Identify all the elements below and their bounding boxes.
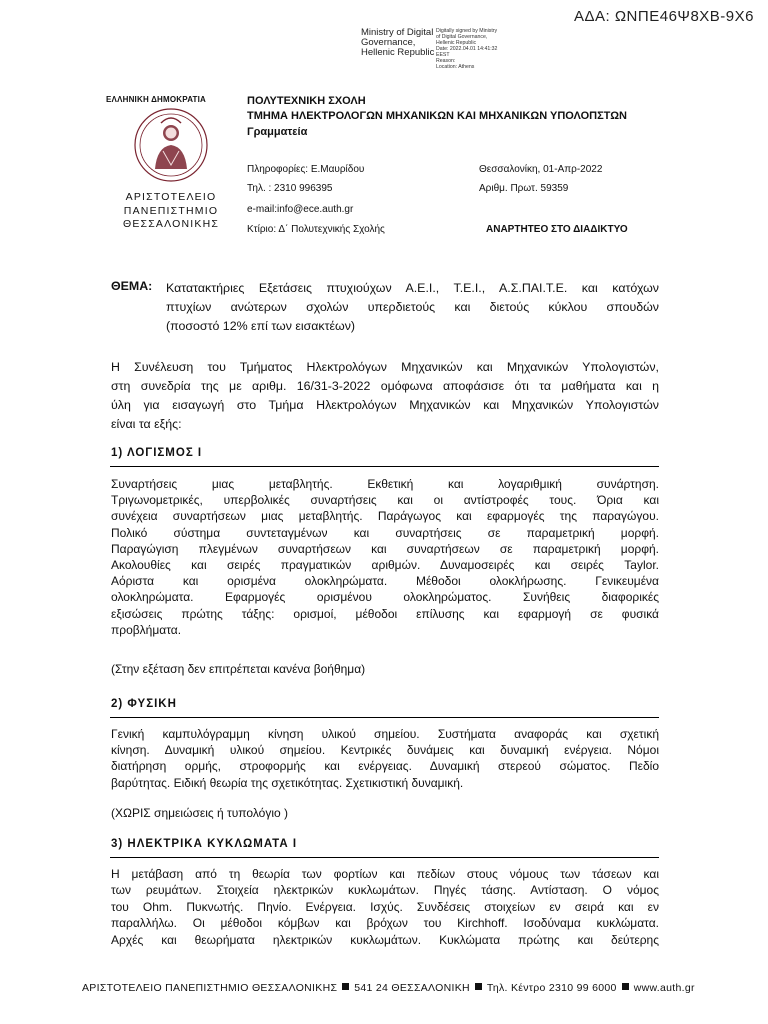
section-line: Τριγωνομετρικές, υπερβολικές συναρτήσεις και οι αντίστροφές τους. Όρια και	[111, 493, 659, 508]
square-bullet-icon	[475, 983, 482, 990]
building-info: Κτίριο: Δ΄ Πολυτεχνικής Σχολής	[247, 224, 385, 235]
sig-line: Reason:	[436, 58, 456, 64]
signature-ministry	[361, 28, 434, 58]
university-line: ΠΑΝΕΠΙΣΤΗΜΙΟ	[123, 204, 219, 217]
section-title-circuits: 3) ΗΛΕΚΤΡΙΚΑ ΚΥΚΛΩΜΑΤΑ Ι	[111, 838, 298, 850]
university-line: ΑΡΙΣΤΟΤΕΛΕΙΟ	[125, 191, 217, 203]
university-name	[112, 191, 230, 232]
phone-number: Τηλ. : 2310 996395	[247, 183, 333, 194]
posting-notice: ΑΝΑΡΤΗΤΕΟ ΣΤΟ ΔΙΑΔΙΚΤΥΟ	[486, 224, 628, 235]
section-divider	[110, 717, 659, 718]
subject-line: Κατατακτήριες Εξετάσεις πτυχιούχων Α.Ε.Ι., Τ.Ε.Ι., Α.Σ.ΠΑΙ.Τ.Ε. και κατόχων	[166, 281, 659, 295]
section-line: Η μετάβαση από τη θεωρία των φορτίων και πεδίων στους νόμους των τάσεων και	[111, 867, 659, 881]
secretariat-label: Γραμματεία	[247, 126, 308, 138]
intro-paragraph	[111, 358, 659, 434]
section-body-physics	[111, 726, 659, 791]
section-title-physics: 2) ΦΥΣΙΚΗ	[111, 698, 177, 710]
section-line: βαρύτητας. Ειδική θεωρία της σχετικότητας. Σχετικιστική δυναμική.	[111, 775, 464, 790]
section-line: κίνηση. Δυναμική υλικού σημείου. Κεντρικές δυνάμεις και δυναμική ενέργεια. Νόμοι	[111, 743, 659, 758]
ministry-line: Ministry of Digital	[361, 27, 434, 38]
sig-line: Location: Athens	[436, 64, 475, 70]
section-line: Γενική καμπυλόγραμμη κίνηση υλικού σημείου. Συστήματα αναφοράς και σχετική	[111, 727, 659, 741]
sig-line: Date: 2022.04.01 14:41:32	[436, 46, 498, 52]
university-line: ΘΕΣΣΑΛΟΝΙΚΗΣ	[122, 218, 220, 230]
ada-code: ΑΔΑ: ΩΝΠΕ46Ψ8ΧΒ-9Χ6	[573, 8, 754, 25]
intro-line: είναι τα εξής:	[111, 417, 182, 431]
section-body-circuits	[111, 866, 659, 948]
sig-line: EEST	[436, 52, 450, 58]
subject-text	[166, 279, 659, 336]
signature-details	[436, 28, 526, 70]
ministry-line: Governance,	[361, 37, 416, 48]
section-title-calculus: 1) ΛΟΓΙΣΜΟΣ Ι	[111, 447, 203, 459]
section-note-physics: (ΧΩΡΙΣ σημειώσεις ή τυπολόγιο )	[111, 806, 289, 820]
footer-address: 541 24 ΘΕΣΣΑΛΟΝΙΚΗ	[354, 982, 470, 994]
email-address[interactable]: e-mail:info@ece.auth.gr	[247, 204, 354, 215]
footer-phone: Τηλ. Κέντρο 2310 99 6000	[486, 982, 617, 994]
section-line: εξισώσεις πρώτης τάξης: ορισμοί, μέθοδοι επίλυσης και εφαρμογή σε φυσικά	[111, 606, 659, 621]
section-line: ολοκληρώματα. Εφαρμογές ορισμένου ολοκληρώματος. Συνήθεις διαφορικές	[111, 590, 659, 605]
sig-line: of Digital Governance,	[436, 34, 488, 40]
city-date: Θεσσαλονίκη, 01-Απρ-2022	[479, 164, 603, 175]
section-line: παραλλήλω. Οι μέθοδοι κόμβων και βρόχων του Kirchhoff. Ισοδύναμα κυκλώματα.	[111, 916, 659, 931]
subject-line: πτυχίων ανώτερων σχολών υπερδιετούς και διετούς κύκλου σπουδών	[166, 300, 659, 314]
section-line: Ακολουθίες και σειρές πραγματικών αριθμών. Δυναμοσειρές και σειρές Taylor.	[111, 558, 659, 573]
section-line: προβλήματα.	[111, 622, 182, 637]
section-line: του Ohm. Πυκνωτής. Πηνίο. Ενέργεια. Ισχύς. Συνδέσεις στοιχείων εν σειρά και εν	[111, 899, 659, 914]
subject-label: ΘΕΜΑ:	[111, 279, 153, 293]
sig-line: Digitally signed by Ministry	[436, 28, 498, 34]
section-line: διατήρηση ορμής, στροφορμής και ενέργειας. Δυναμική στερεού σώματος. Πεδίο	[111, 759, 659, 774]
section-line: Παραγώγιση πλεγμένων συναρτήσεων και συναρτήσεων σε παραμετρική μορφή.	[111, 541, 659, 556]
school-name: ΠΟΛΥΤΕΧΝΙΚΗ ΣΧΟΛΗ	[247, 95, 366, 107]
intro-line: ύλη για εισαγωγή στο Τμήμα Ηλεκτρολόγων Μηχανικών και Μηχανικών Υπολογιστών	[111, 398, 659, 412]
section-line: συνέχεια συναρτήσεων μιας μεταβλητής. Παράγωγος και εφαρμογές της παραγώγου.	[111, 509, 659, 524]
subject-line: (ποσοστό 12% επί των εισακτέων)	[166, 319, 356, 333]
footer-university: ΑΡΙΣΤΟΤΕΛΕΙΟ ΠΑΝΕΠΙΣΤΗΜΙΟ ΘΕΣΣΑΛΟΝΙΚΗΣ	[82, 982, 338, 994]
department-name: ΤΜΗΜΑ ΗΛΕΚΤΡΟΛΟΓΩΝ ΜΗΧΑΝΙΚΩΝ ΚΑΙ ΜΗΧΑΝΙΚΩΝ ΥΠΟΛΟΠΣΤΩΝ	[247, 110, 627, 122]
university-seal-icon	[133, 107, 209, 183]
section-line: Πολικό σύστημα συντεταγμένων και συναρτήσεις σε παραμετρική μορφή.	[111, 525, 659, 540]
protocol-number: Αριθμ. Πρωτ. 59359	[479, 183, 569, 194]
page-footer	[82, 982, 695, 994]
section-line: Συναρτήσεις μιας μεταβλητής. Εκθετική και λογαριθμική συνάρτηση.	[111, 477, 659, 491]
sig-line: Hellenic Republic	[436, 40, 477, 46]
section-line: Αόριστα και ορισμένα ολοκληρώματα. Μέθοδοι ολοκλήρωσης. Γενικευμένα	[111, 574, 659, 589]
section-divider	[110, 466, 659, 467]
ministry-line: Hellenic Republic	[361, 47, 435, 58]
section-note-calculus: (Στην εξέταση δεν επιτρέπεται κανένα βοήθημα)	[111, 662, 366, 676]
section-line: Αρχές και θεωρήματα ηλεκτρικών κυκλωμάτων. Κυκλώματα πρώτης και δεύτερης	[111, 932, 659, 947]
intro-line: στη συνεδρία της με αριθμ. 16/31-3-2022 ομόφωνα αποφάσισε ότι τα μαθήματα και η	[111, 379, 659, 393]
intro-line: Η Συνέλευση του Τμήματος Ηλεκτρολόγων Μηχανικών και Μηχανικών Υπολογιστών,	[111, 360, 659, 374]
footer-website[interactable]: www.auth.gr	[633, 982, 695, 994]
section-divider	[110, 857, 659, 858]
square-bullet-icon	[622, 983, 629, 990]
section-body-calculus	[111, 476, 659, 638]
info-contact: Πληροφορίες: Ε.Μαυρίδου	[247, 164, 365, 175]
section-line: των ρευμάτων. Στοιχεία ηλεκτρικών κυκλωμάτων. Πηγές τάσης. Αντίσταση. Ο νόμος	[111, 883, 659, 898]
square-bullet-icon	[342, 983, 349, 990]
country-label: ΕΛΛΗΝΙΚΗ ΔΗΜΟΚΡΑΤΙΑ	[106, 95, 206, 104]
